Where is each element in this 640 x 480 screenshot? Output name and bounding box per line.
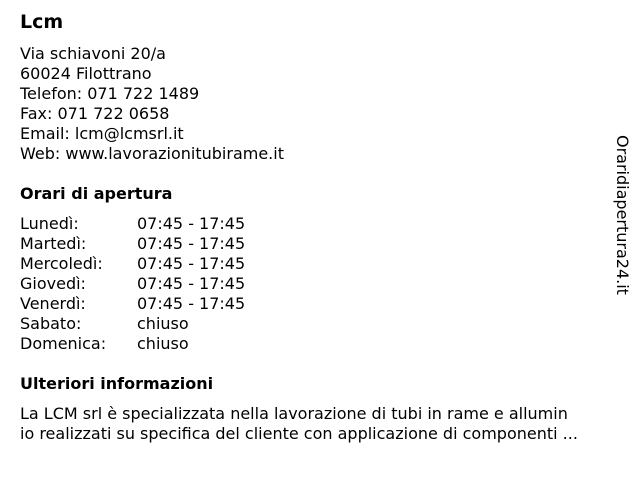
hours-day: Giovedì: xyxy=(20,274,86,293)
phone-line: Telefon: 071 722 1489 xyxy=(20,84,200,103)
email-line: Email: lcm@lcmsrl.it xyxy=(20,124,184,143)
hours-time: 07:45 - 17:45 xyxy=(137,214,246,233)
city-line: 60024 Filottrano xyxy=(20,64,152,83)
description-line-1: La LCM srl è specializzata nella lavorazione di tubi in rame e allumin xyxy=(20,404,568,423)
address-line: Via schiavoni 20/a xyxy=(20,44,166,63)
description-text xyxy=(20,404,632,444)
hours-time: chiuso xyxy=(137,314,189,333)
hours-day: Lunedì: xyxy=(20,214,79,233)
web-line: Web: www.lavorazionitubirame.it xyxy=(20,144,284,163)
hours-day: Martedì: xyxy=(20,234,87,253)
hours-time: chiuso xyxy=(137,334,189,353)
more-info-heading: Ulteriori informazioni xyxy=(20,374,214,393)
hours-day: Domenica: xyxy=(20,334,107,353)
hours-day: Mercoledì: xyxy=(20,254,103,273)
hours-time: 07:45 - 17:45 xyxy=(137,234,246,253)
hours-time: 07:45 - 17:45 xyxy=(137,274,246,293)
fax-line: Fax: 071 722 0658 xyxy=(20,104,170,123)
description-line-2: io realizzati su specifica del cliente con applicazione di componenti ... xyxy=(20,424,578,443)
business-name: Lcm xyxy=(20,11,64,33)
hours-day: Sabato: xyxy=(20,314,82,333)
contact-block xyxy=(20,44,284,164)
hours-day: Venerdì: xyxy=(20,294,86,313)
hours-time: 07:45 - 17:45 xyxy=(137,254,246,273)
site-watermark: Oraridiapertura24.it xyxy=(613,135,632,295)
hours-time: 07:45 - 17:45 xyxy=(137,294,246,313)
opening-hours-heading: Orari di apertura xyxy=(20,184,173,203)
